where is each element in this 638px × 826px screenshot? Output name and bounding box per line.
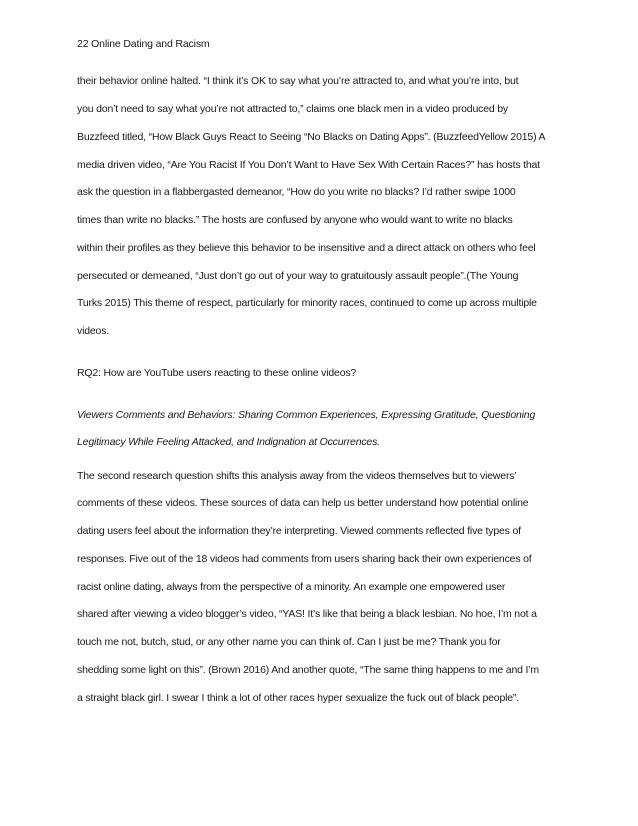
- body-line: videos.: [77, 325, 110, 337]
- body-line: persecuted or demeaned, “Just don’t go out of your way to gratuitously assault people”.(The Young: [77, 270, 519, 282]
- body-line: comments of these videos. These sources of data can help us better understand how potential online: [77, 497, 529, 509]
- body-line: their behavior online halted. “I think it’s OK to say what you’re attracted to, and what you’re into, but: [77, 75, 519, 87]
- section-subheading: Viewers Comments and Behaviors: Sharing Common Experiences, Expressing Gratitude, Questioning: [77, 409, 536, 421]
- body-line: racist online dating, always from the perspective of a minority. An example one empowered user: [77, 581, 506, 593]
- running-head: 22 Online Dating and Racism: [77, 38, 210, 50]
- body-line: The second research question shifts this analysis away from the videos themselves but to viewers’: [77, 470, 517, 482]
- body-line: within their profiles as they believe this behavior to be insensitive and a direct attack on others who feel: [77, 242, 536, 254]
- body-line: times than write no blacks.” The hosts are confused by anyone who would want to write no blacks: [77, 214, 513, 226]
- body-line: you don’t need to say what you’re not attracted to,” claims one black men in a video produced by: [77, 103, 508, 115]
- body-line: media driven video, “Are You Racist If You Don’t Want to Have Sex With Certain Races?” has hosts that: [77, 159, 540, 171]
- section-subheading: Legitimacy While Feeling Attacked, and Indignation at Occurrences.: [77, 436, 380, 448]
- body-line: responses. Five out of the 18 videos had comments from users sharing back their own experiences of: [77, 553, 532, 565]
- body-line: ask the question in a flabbergasted demeanor, “How do you write no blacks? I’d rather swipe 1000: [77, 186, 516, 198]
- research-question: RQ2: How are YouTube users reacting to these online videos?: [77, 367, 357, 379]
- body-line: shared after viewing a video blogger’s video, “YAS! It’s like that being a black lesbian. No hoe, I’m not a: [77, 608, 537, 620]
- body-line: shedding some light on this”. (Brown 2016) And another quote, “The same thing happens to me and I’m: [77, 664, 539, 676]
- body-line: dating users feel about the information they’re interpreting. Viewed comments reflected five types of: [77, 525, 521, 537]
- body-line: Turks 2015) This theme of respect, particularly for minority races, continued to come up across multiple: [77, 297, 537, 309]
- body-line: Buzzfeed titled, “How Black Guys React to Seeing “No Blacks on Dating Apps”. (BuzzfeedYellow 2015) A: [77, 131, 546, 143]
- body-line: a straight black girl. I swear I think a lot of other races hyper sexualize the fuck out of black people”.: [77, 692, 519, 704]
- body-line: touch me not, butch, stud, or any other name you can think of. Can I just be me? Thank you for: [77, 636, 501, 648]
